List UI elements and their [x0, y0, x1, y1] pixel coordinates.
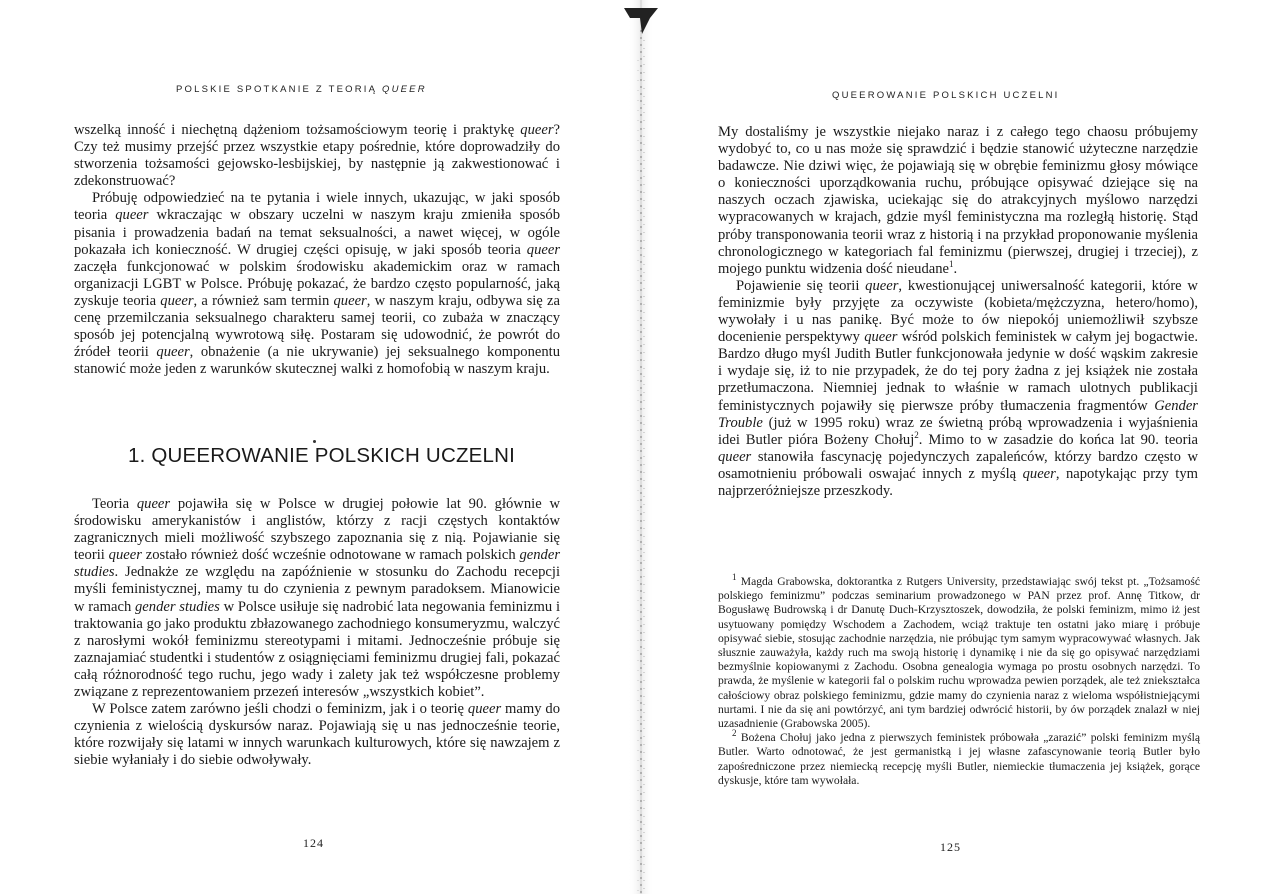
chapter-title: 1. QUEEROWANIE POLSKICH UCZELNI: [128, 444, 516, 467]
left-body-text-bottom: [74, 496, 560, 770]
italic-term: queer: [718, 448, 752, 465]
right-page: [650, 0, 1262, 894]
italic-term: queer: [865, 277, 899, 294]
paragraph: W Polsce zatem zarówno jeśli chodzi o feminizm, jak i o teorię queer mamy do czynienia z wielością dyskursów naraz. Pojawiają się u nas jednocześnie teorie, które rozwijały się latami w innych warunkach kulturowych, które się nawzajem z siebie wyłaniały i do siebie odwoływały.: [74, 701, 560, 769]
left-running-head: [176, 84, 427, 95]
italic-term: gender studies: [135, 598, 220, 615]
italic-term: queer: [115, 207, 149, 224]
running-head-italic: QUEER: [382, 84, 427, 95]
footnote: $^2$ Bożena Chołuj jako jedna z pierwszych feministek próbowała „zarazić” polski feminizm myślą Butler. Warto odnotować, że jest germanistką i jej własne zafascynowanie teorią Butler było zapośredniczone przez niemiecką recepcję myśli Butler, niemieckie tłumaczenia jej książek, gorące dyskusje, które tam wywołała.: [718, 728, 1200, 787]
left-page-number: 124: [303, 836, 324, 850]
italic-term: queer: [108, 547, 142, 564]
footnotes: [718, 572, 1200, 788]
footnote-ref: 1: [732, 572, 737, 583]
italic-term: gender studies: [74, 547, 561, 581]
right-running-head: QUEEROWANIE POLSKICH UCZELNI: [832, 90, 1060, 101]
paragraph: My dostaliśmy je wszystkie niejako naraz i z całego tego chaosu próbujemy wydobyć to, co u nas może się sprawdzić i będzie stanowić użyteczne narzędzie badawcze. Nie dziwi więc, że pojawiają się w obrębie feminizmu głosy mówiące o konieczności uporządkowania ruchu, próbujące opisywać dziejące się na naszych oczach zjawiska, uciekając się do atrakcyjnych myślowo narzędzi wypracowanych w krajach, gdzie myśl feministyczna ma rozległą historię. Stąd próby transponowania teorii wraz z historią i na przykład proponowanie myślenia chronologicznego w kategoriach fal feminizmu (pierwszej, drugiej i trzeciej), z mojego punktu widzenia dość nieudane$^1$.: [718, 124, 1198, 277]
italic-term: queer: [520, 122, 554, 138]
left-page: [0, 0, 620, 894]
italic-term: queer: [333, 292, 367, 309]
paragraph: Pojawienie się teorii queer, kwestionującej uniwersalność kategorii, które w feminizmie były przyjęte za oczywiste (kobieta/mężczyzna, hetero/homo), wywołały i u nas panikę. Być może to ów niepokój uniemożliwił szybsze docenienie perspektywy queer wśród polskich feministek w całym jej bogactwie. Bardzo długo myśl Judith Butler funkcjonowała jedynie w dość wąskim zakresie i wydaje się, iż to nie przypadek, że do tej pory żadna z jej książek nie została przetłumaczona. Niemniej jednak to właśnie w ramach ulotnych publikacji feministycznych pojawiły się pierwsze próby tłumaczenia fragmentów Gender Trouble (już w 1995 roku) wraz ze świetną próbą wprowadzenia i wyjaśnienia idei Butler pióra Bożeny Chołuj$^2$. Mimo to w zasadzie do końca lat 90. teoria queer stanowiła fascynację pojedynczych zapaleńców, którzy bardzo często w osamotnieniu próbowali oswajać innych z myślą queer, napotykając przy tym najprzeróżniejsze przeszkody.: [718, 277, 1199, 499]
right-page-number: 125: [940, 840, 961, 854]
italic-term: queer: [526, 241, 560, 258]
right-body-text: [718, 124, 1198, 500]
section-dot: [313, 440, 316, 443]
italic-term: queer: [136, 496, 171, 512]
footnote: $^1$ Magda Grabowska, doktorantka z Rutgers University, przedstawiając swój tekst pt. „Tożsamość polskiego feminizmu” podczas seminarium prowadzonego w PAN przez prof. Annę Titkow, dr Bogusławę Budrowską i dr Danutę Duch-Krzysztoszek, dowodziła, że polski feminizm, mimo iż jest usytuowany pomiędzy Wschodem a Zachodem, wciąż traktuje ten ostatni jako miarę i próbuje opisywać siebie, stosując zachodnie narzędzia, nie próbując tym samym wypracowywać własnych. Jak słusznie zauważyła, każdy ruch ma swoją historię i dynamikę i nie da się go opisywać narzędziami bezmyślnie kopiowanymi z Zachodu. Osobna genealogia wymaga po prostu osobnych narzędzi. To prawda, że myślenie w kategorii fal o polskim ruchu wprowadza pewien porządek, ale też zniekształca całościowy obraz polskiego feminizmu, gdzie mamy do czynienia naraz z wieloma współistniejącymi nurtami. I nie da się ani powtórzyć, ani tym bardziej odwrócić historii, by ów porządek znalazł w niej uzasadnienie (Grabowska 2005).: [718, 572, 1200, 731]
footnote-ref: 1: [949, 258, 954, 269]
paragraph: Próbuję odpowiedzieć na te pytania i wiele innych, ukazując, w jaki sposób teoria queer wkraczając w obszary uczelni w naszym kraju zmieniła sposób pisania i prowadzenia badań na temat seksualności, a nawet więcej, w ogóle pokazała ich konieczność. W drugiej części opisuję, w jaki sposób teoria queer zaczęła funkcjonować w polskim środowisku akademickim oraz w ramach organizacji LGBT w Polsce. Próbuję pokazać, że bardzo często popularność, jaką zyskuje teoria queer, a również sam termin queer, w naszym kraju, odbywa się za cenę przemilczania seksualnego charakteru samej teorii, co zubaża w znaczący sposób jej potencjalną wywrotową siłę. Postaram się udowodnić, że powrót do źródeł teorii queer, obnażenie (a nie ukrywanie) jej seksualnego komponentu stanowić może jeden z warunków skutecznej walki z homofobią w naszym kraju.: [74, 190, 560, 378]
paragraph: Teoria queer pojawiła się w Polsce w drugiej połowie lat 90. głównie w środowisku amerykanistów i anglistów, którzy z racji częstych kontaktów zagranicznych mieli możliwość szybszego zapoznania się z nią. Pojawianie się teorii queer zostało również dość wcześnie odnotowane w ramach polskich gender studies. Jednakże ze względu na zapóźnienie w stosunku do Zachodu recepcji myśli feministycznej, mamy tu do czynienia z pewnym paradoksem. Mianowicie w ramach gender studies w Polsce usiłuje się nadrobić lata negowania feminizmu i traktowania go jako produktu zbłazowanego zachodniego konsumeryzmu, walczyć z narosłymi wokół feminizmu stereotypami i mitami. Jednocześnie próbuje się zaznajamiać studentki i studentów z osiągnięciami feminizmu drugiej fali, pokazać całą różnorodność tego ruchu, jego wady i zalety jak też współczesne problemy związane z reprezentowaniem przezeń interesów „wszystkich kobiet”.: [74, 496, 561, 701]
italic-term: queer: [864, 329, 898, 346]
italic-term: queer: [467, 701, 502, 718]
running-head-text: POLSKIE SPOTKANIE Z TEORIĄ: [176, 84, 382, 95]
italic-term: queer: [156, 344, 190, 361]
left-body-text-top: [74, 122, 560, 378]
footnote-ref: 2: [914, 429, 919, 440]
italic-term: Gender Trouble: [718, 397, 1198, 431]
paragraph: wszelką inność i niechętną dążeniom tożsamościowym teorię i praktykę queer? Czy też musimy przejść przez wszystkie etapy pośrednie, które doprowadziły do stworzenia tożsamości gejowsko-lesbijskiej, by następnie ją zakwestionować i zdekonstruować?: [74, 122, 560, 190]
italic-term: queer: [1022, 465, 1056, 482]
italic-term: queer: [160, 292, 194, 309]
footnote-ref: 2: [732, 728, 737, 739]
